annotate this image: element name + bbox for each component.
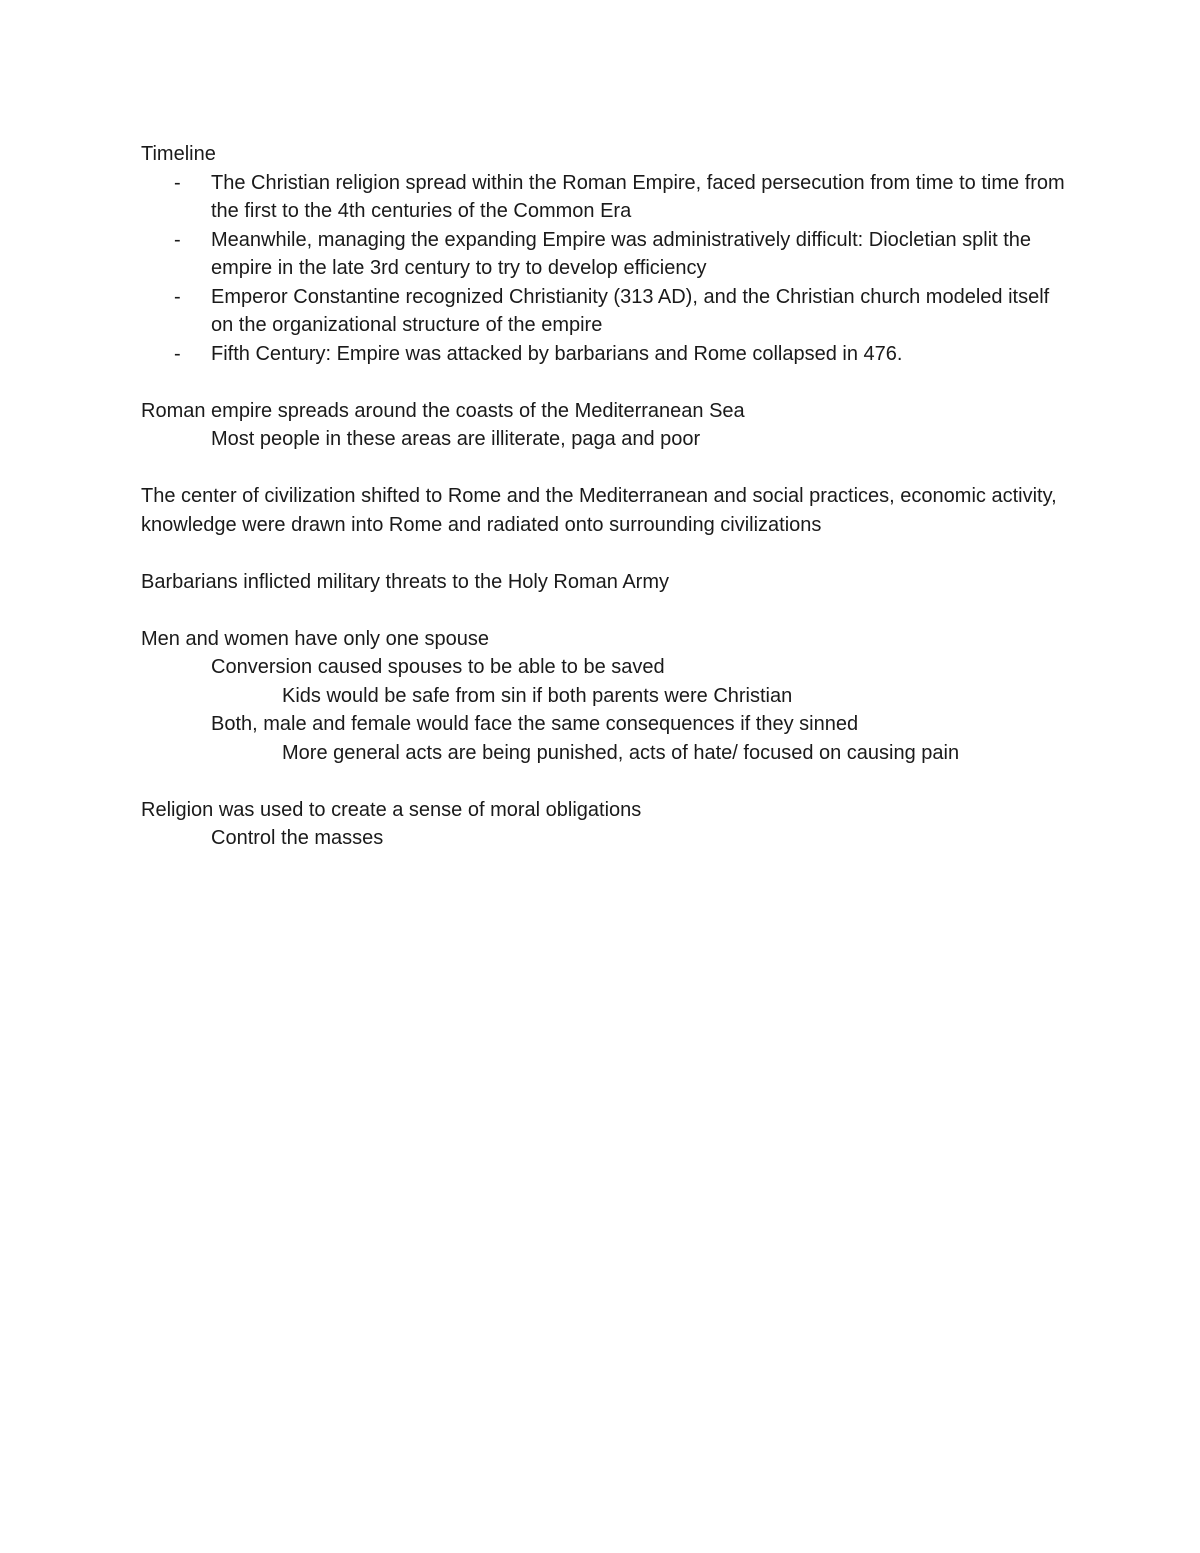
religion-line: Religion was used to create a sense of moral obligations (141, 798, 642, 821)
mediterranean-subline: Most people in these areas are illiterate, paga and poor (211, 428, 701, 450)
spouse-subsubline: More general acts are being punished, acts of hate/ focused on causing pain (282, 741, 960, 764)
spacer (141, 596, 1071, 625)
document-body (141, 140, 1071, 853)
spacer (141, 454, 1071, 483)
spacer (141, 368, 1071, 397)
spouse-subline: Conversion caused spouses to be able to be saved (211, 656, 665, 678)
bullet-dash: - (174, 228, 181, 251)
center-paragraph: The center of civilization shifted to Rome and the Mediterranean and social practices, economic activity, knowledge were drawn into Rome and radiated onto surrounding civilizations (141, 485, 1057, 536)
barbarians-line: Barbarians inflicted military threats to the Holy Roman Army (141, 570, 669, 593)
timeline-item-text: Emperor Constantine recognized Christianity (313 AD), and the Christian church modeled itself on the organizational structure of the empire (211, 285, 1050, 336)
spacer (141, 767, 1071, 796)
timeline-item (141, 226, 1071, 283)
spouse-line: Men and women have only one spouse (141, 627, 490, 650)
timeline-item (141, 169, 1071, 226)
timeline-item-text: The Christian religion spread within the Roman Empire, faced persecution from time to time from the first to the 4th centuries of the Common Era (211, 171, 1065, 222)
spacer (141, 539, 1071, 568)
bullet-dash: - (174, 342, 181, 365)
spouse-subsubline: Kids would be safe from sin if both parents were Christian (282, 684, 793, 707)
timeline-item (141, 340, 1071, 369)
bullet-dash: - (174, 285, 181, 308)
bullet-dash: - (174, 171, 181, 194)
timeline-list (141, 169, 1071, 369)
timeline-item-text: Meanwhile, managing the expanding Empire was administratively difficult: Diocletian split the empire in the late 3rd century to try to develop efficiency (211, 228, 1032, 279)
timeline-item-text: Fifth Century: Empire was attacked by barbarians and Rome collapsed in 476. (211, 342, 903, 365)
spouse-subline: Both, male and female would face the same consequences if they sinned (211, 713, 859, 735)
timeline-heading: Timeline (141, 143, 216, 165)
timeline-item (141, 283, 1071, 340)
mediterranean-line: Roman empire spreads around the coasts of the Mediterranean Sea (141, 399, 745, 422)
religion-subline: Control the masses (211, 827, 384, 849)
